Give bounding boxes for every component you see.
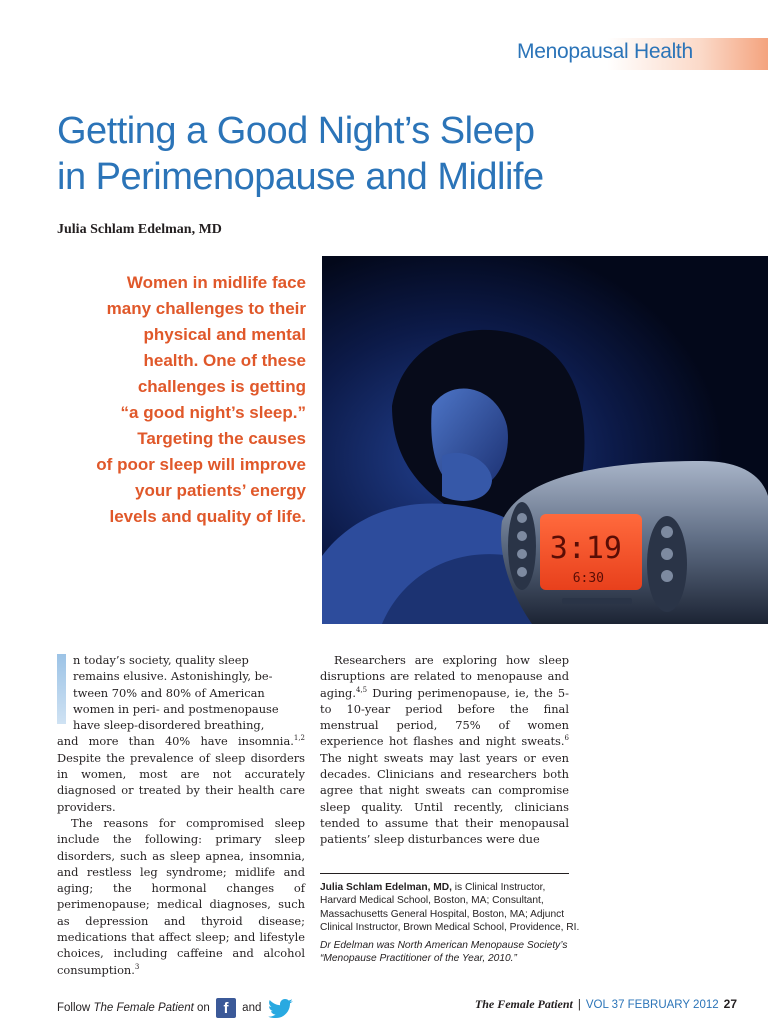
twitter-icon[interactable] — [268, 998, 294, 1018]
alarm-clock — [501, 461, 768, 624]
bio-divider — [320, 873, 569, 874]
pullquote-line: “a good night’s sleep.” — [120, 403, 306, 422]
pullquote-line: your patients’ energy — [135, 481, 306, 500]
page-number: 27 — [723, 997, 737, 1011]
paragraph: Researchers are exploring how sleep disruptions are related to menopause and aging.$^{4,5}$ During perimenopause, ie, the 5- to 10-year period before the final menstrual period, 75% of women experience hot flashes and night sweats.$^6$ The night sweats may last years or even decades. Clinicians and researchers both agree that night sweats can compromise sleep quality. Until recently, clinicians tended to assume that their menopausal patients’ sleep disturbances were due — [320, 653, 569, 847]
bio-note: Dr Edelman was North American Menopause Society’s “Menopause Practitioner of the Year, 2010.” — [320, 939, 568, 965]
author-bio — [320, 881, 580, 965]
pullquote — [60, 270, 306, 530]
pullquote-line: of poor sleep will improve — [96, 455, 306, 474]
facebook-icon[interactable]: f — [216, 998, 236, 1018]
paragraph: The reasons for compromised sleep include the following: primary sleep disorders, such as sleep apnea, insomnia, and restless leg syndrome; midlife and aging; the hormonal changes of perimenopause; medical diagnoses, such as depression and thyroid disease; medications that affect sleep; and lifestyle choices, including caffeine and alcohol consumption.$^3$ — [57, 815, 305, 977]
pullquote-line: many challenges to their — [106, 299, 306, 318]
lead-line: have sleep-disordered breathing, — [73, 718, 265, 733]
pullquote-line: challenges is getting — [137, 377, 306, 396]
title-line-1: Getting a Good Night’s Sleep — [57, 110, 535, 152]
lead-line: tween 70% and 80% of American — [73, 685, 265, 700]
issue-info: VOL 37 FEBRUARY 2012 — [585, 999, 719, 1011]
page-footer — [57, 993, 737, 1017]
reference: 3 — [134, 962, 140, 971]
left-column — [57, 652, 305, 978]
right-column — [320, 652, 569, 848]
pullquote-line: Targeting the causes — [137, 429, 306, 448]
article-photo — [322, 256, 768, 624]
pullquote-line: levels and quality of life. — [109, 507, 306, 526]
lead-line: n today’s society, quality sleep — [73, 653, 249, 667]
pullquote-line: physical and mental — [143, 325, 306, 344]
section-label: Menopausal Health — [517, 40, 693, 63]
night-scene-illustration — [322, 256, 768, 624]
pullquote-line: health. One of these — [143, 351, 306, 370]
title-line-2: in Perimenopause and Midlife — [57, 156, 544, 198]
pullquote-line: Women in midlife face — [126, 273, 306, 292]
lead-line: remains elusive. Astonishingly, be- — [73, 669, 273, 684]
reference: 4,5 — [355, 685, 368, 694]
lead-lines — [57, 652, 305, 733]
follow-line: Follow The Female Patient on f and — [57, 998, 294, 1018]
author-byline: Julia Schlam Edelman, MD — [57, 222, 222, 237]
paragraph: and more than 40% have insomnia.$^{1,2}$ Despite the prevalence of sleep disorders in women, most are not accurately diagnosed or treated by their health care providers. — [57, 734, 305, 814]
bio-text: Julia Schlam Edelman, MD, is Clinical Instructor, Harvard Medical School, Boston, MA; Consultant, Massachusetts General Hospital, Boston, MA; Adjunct Clinical Instructor, Brown Medical School, Providence, RI. — [320, 882, 580, 934]
reference: 6 — [564, 734, 569, 743]
article-title — [57, 108, 697, 200]
alarm-time: 6:30 — [572, 571, 604, 586]
lead-line: women in peri- and postmenopause — [73, 701, 279, 716]
magazine-name: The Female Patient — [474, 997, 573, 1011]
reference: 1,2 — [293, 734, 305, 743]
clock-time: 3:19 — [549, 531, 622, 566]
footer-citation: The Female Patient | VOL 37 FEBRUARY 2012 27 — [474, 997, 737, 1011]
